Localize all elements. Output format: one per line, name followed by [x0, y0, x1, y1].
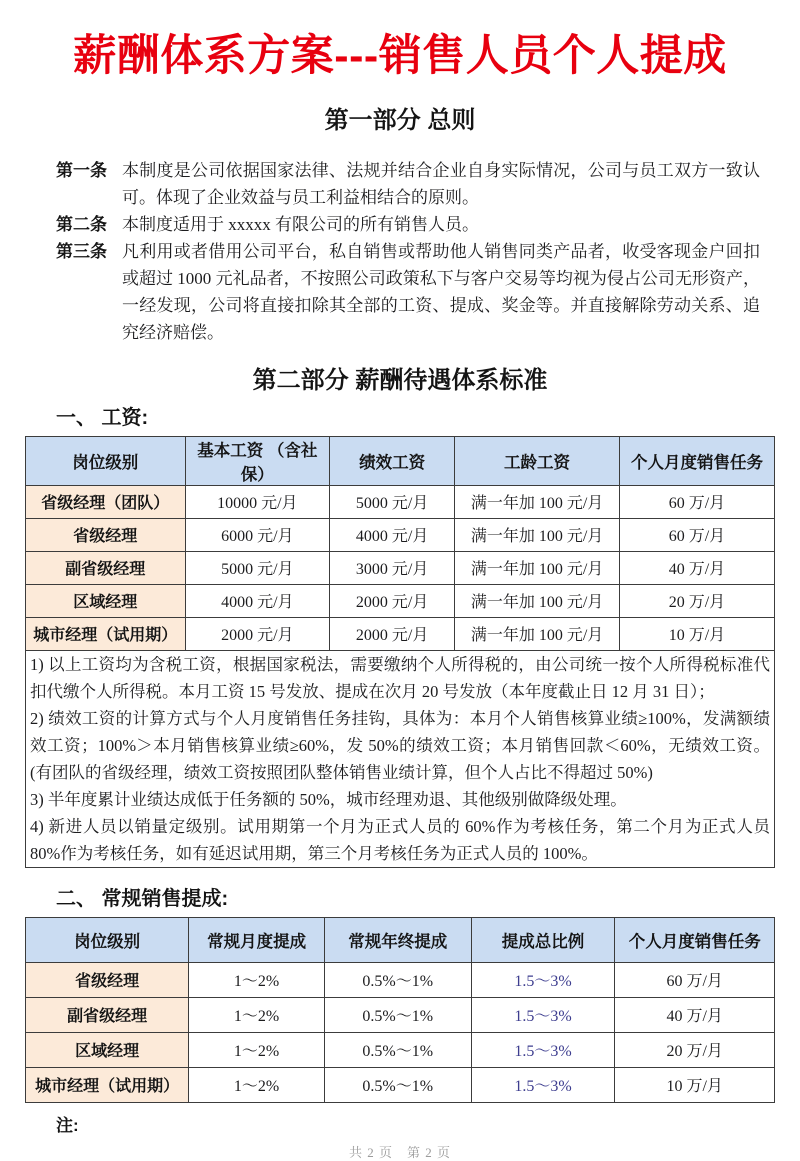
salary-note-1: 1) 以上工资均为含税工资，根据国家税法，需要缴纳个人所得税的，由公司统一按个人所得税标准代扣代缴个人所得税。本月工资 15 号发放、提成在次月 20 号发放（本年度截止日 12 月 31 日）； [30, 654, 770, 701]
cell-value: 0.5%～1% [324, 962, 471, 997]
articles-list [56, 157, 760, 346]
commission-table [25, 917, 775, 1103]
cell-value-accent: 1.5～3% [471, 1067, 615, 1102]
salary-notes-cell [26, 650, 775, 867]
cell-value: 10 万/月 [619, 617, 774, 650]
cell-value: 2000 元/月 [185, 617, 330, 650]
cell-value-accent: 1.5～3% [471, 1032, 615, 1067]
column-header: 绩效工资 [330, 436, 455, 485]
cell-value-accent: 1.5～3% [471, 997, 615, 1032]
column-header: 个人月度销售任务 [615, 917, 775, 962]
column-header: 个人月度销售任务 [619, 436, 774, 485]
article-2 [56, 211, 760, 238]
page-number-footer: 共 2 页 第 2 页 [348, 1144, 451, 1160]
cell-value: 60 万/月 [619, 485, 774, 518]
article-3-text: 凡利用或者借用公司平台，私自销售或帮助他人销售同类产品者，收受客现金户回扣或超过 1000 元礼品者，不按照公司政策私下与客户交易等均视为侵占公司无形资产，一经发现，公司将直接扣除其全部的工资、提成、奖金等。并直接解除劳动关系、追究经济赔偿。 [122, 241, 760, 342]
row-label: 省级经理（团队） [26, 485, 186, 518]
cell-value: 满一年加 100 元/月 [455, 518, 620, 551]
salary-notes-row [26, 650, 775, 867]
row-label: 副省级经理 [26, 997, 189, 1032]
commission-table-header-row [26, 917, 775, 962]
cell-value: 5000 元/月 [330, 485, 455, 518]
cell-value: 满一年加 100 元/月 [455, 485, 620, 518]
table-row [26, 551, 775, 584]
cell-value: 10 万/月 [615, 1067, 775, 1102]
table-row [26, 584, 775, 617]
part1-heading: 第一部分 总则 [324, 106, 476, 134]
column-header: 基本工资 （含社保） [185, 436, 330, 485]
cell-value: 20 万/月 [619, 584, 774, 617]
table-row [26, 518, 775, 551]
column-header-accent: 提成总比例 [471, 917, 615, 962]
column-header: 常规年终提成 [324, 917, 471, 962]
cell-value: 0.5%～1% [324, 1032, 471, 1067]
cell-value: 0.5%～1% [324, 997, 471, 1032]
cell-value: 满一年加 100 元/月 [455, 617, 620, 650]
table-row [26, 997, 775, 1032]
article-2-label: 第二条 [56, 214, 107, 234]
cell-value: 4000 元/月 [330, 518, 455, 551]
table-row [26, 1032, 775, 1067]
cell-value: 1～2% [189, 962, 325, 997]
commission-section-label: 二、 常规销售提成: [56, 887, 229, 910]
salary-note-4: 4) 新进人员以销量定级别。试用期第一个月为正式人员的 60%作为考核任务，第二个月为正式人员 80%作为考核任务，如有延迟试用期，第三个月考核任务为正式人员的 100%。 [30, 816, 770, 863]
cell-value: 3000 元/月 [330, 551, 455, 584]
salary-table-header-row [26, 436, 775, 485]
table-row [26, 485, 775, 518]
cell-value: 6000 元/月 [185, 518, 330, 551]
part2-heading: 第二部分 薪酬待遇体系标准 [252, 366, 548, 394]
row-label: 城市经理（试用期） [26, 617, 186, 650]
cell-value: 60 万/月 [615, 962, 775, 997]
cell-value: 5000 元/月 [185, 551, 330, 584]
bottom-note-label: 注: [56, 1115, 79, 1135]
cell-value: 1～2% [189, 1032, 325, 1067]
cell-value: 40 万/月 [615, 997, 775, 1032]
row-label: 区域经理 [26, 584, 186, 617]
column-header: 岗位级别 [26, 436, 186, 485]
salary-note-3: 3) 半年度累计业绩达成低于任务额的 50%，城市经理劝退、其他级别做降级处理。 [30, 789, 627, 809]
salary-table [25, 436, 775, 868]
article-1 [56, 157, 760, 211]
article-2-text: 本制度适用于 xxxxx 有限公司的所有销售人员。 [122, 214, 479, 234]
table-row [26, 617, 775, 650]
cell-value: 满一年加 100 元/月 [455, 551, 620, 584]
column-header: 工龄工资 [455, 436, 620, 485]
cell-value: 2000 元/月 [330, 617, 455, 650]
salary-section-label: 一、 工资: [56, 406, 149, 429]
column-header: 岗位级别 [26, 917, 189, 962]
cell-value: 60 万/月 [619, 518, 774, 551]
cell-value: 10000 元/月 [185, 485, 330, 518]
cell-value: 1～2% [189, 997, 325, 1032]
column-header: 常规月度提成 [189, 917, 325, 962]
table-row [26, 962, 775, 997]
article-1-text: 本制度是公司依据国家法律、法规并结合企业自身实际情况，公司与员工双方一致认可。体现了企业效益与员工利益相结合的原则。 [122, 160, 760, 207]
article-1-label: 第一条 [56, 160, 107, 180]
row-label: 副省级经理 [26, 551, 186, 584]
cell-value: 满一年加 100 元/月 [455, 584, 620, 617]
cell-value: 0.5%～1% [324, 1067, 471, 1102]
row-label: 省级经理 [26, 962, 189, 997]
cell-value: 40 万/月 [619, 551, 774, 584]
row-label: 区域经理 [26, 1032, 189, 1067]
table-row [26, 1067, 775, 1102]
cell-value: 1～2% [189, 1067, 325, 1102]
document-title: 薪酬体系方案---销售人员个人提成 [73, 32, 727, 80]
article-3-label: 第三条 [56, 241, 107, 261]
cell-value: 20 万/月 [615, 1032, 775, 1067]
row-label: 城市经理（试用期） [26, 1067, 189, 1102]
cell-value-accent: 1.5～3% [471, 962, 615, 997]
salary-note-2: 2) 绩效工资的计算方式与个人月度销售任务挂钩，具体为：本月个人销售核算业绩≥100%，发满额绩效工资；100%＞本月销售核算业绩≥60%，发 50%的绩效工资；本月销售回款＜60%，无绩效工资。(有团队的省级经理，绩效工资按照团队整体销售业绩计算，但个人占比不得超过 50%) [30, 708, 770, 782]
article-3 [56, 238, 760, 346]
row-label: 省级经理 [26, 518, 186, 551]
cell-value: 4000 元/月 [185, 584, 330, 617]
cell-value: 2000 元/月 [330, 584, 455, 617]
